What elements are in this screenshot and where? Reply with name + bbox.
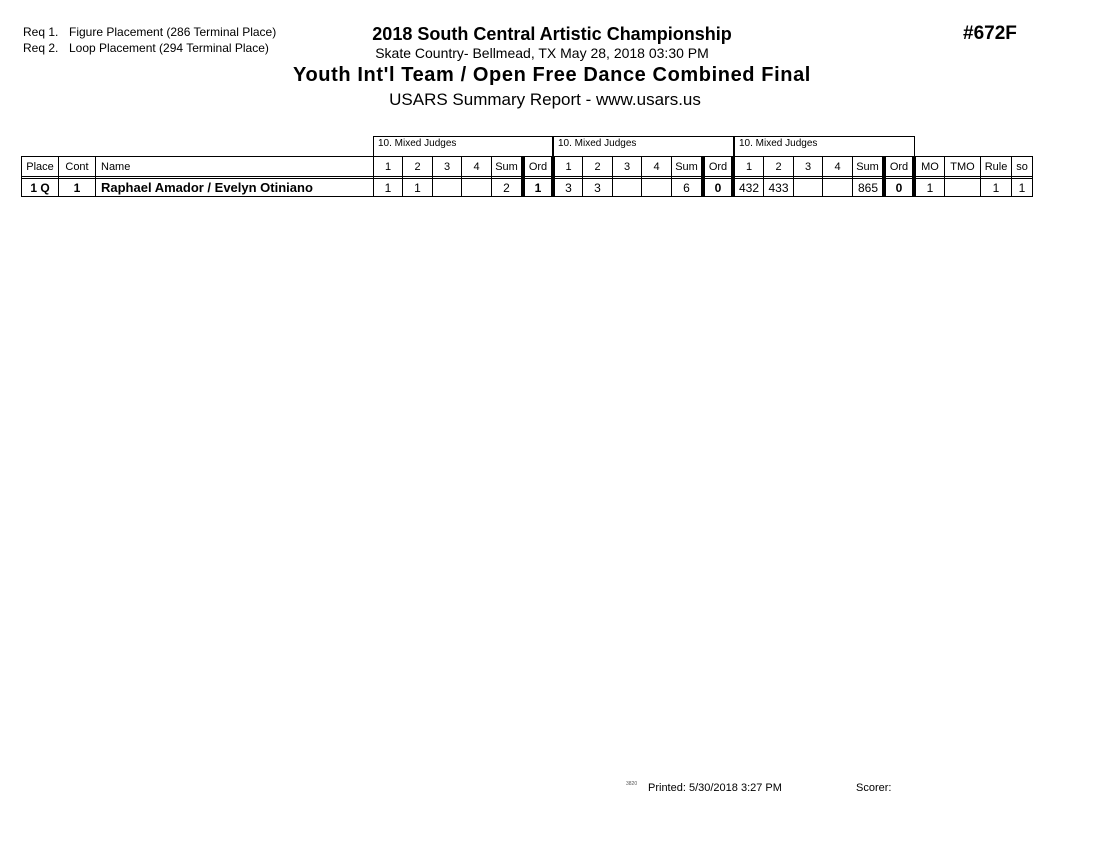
- report-name: USARS Summary Report - www.usars.us: [389, 90, 701, 109]
- requirement-text: Figure Placement (286 Terminal Place): [69, 25, 277, 39]
- col-header-g3-sum: Sum: [856, 161, 879, 173]
- col-header-g1-judge3: 3: [443, 161, 451, 173]
- col-header-g1-ord: Ord: [528, 161, 548, 173]
- cell-g2-judge3: [613, 179, 641, 197]
- cell-g2-judge4: [642, 179, 671, 197]
- col-header-cont: Cont: [65, 161, 89, 173]
- cell-g1-sum: 2: [503, 181, 510, 195]
- cell-g2-judge2: 3: [594, 181, 601, 195]
- cell-g2-ord: 0: [714, 181, 722, 195]
- cell-g3-judge3: [794, 179, 822, 197]
- event-title: Youth Int'l Team / Open Free Dance Combined Final: [293, 64, 811, 86]
- cell-g3-judge2: 433: [768, 181, 789, 195]
- cell-g1-judge1: 1: [384, 181, 392, 195]
- cell-rule: 1: [992, 181, 1000, 195]
- printed-timestamp: Printed: 5/30/2018 3:27 PM: [648, 782, 782, 794]
- col-header-g2-judge1: 1: [565, 161, 572, 173]
- cell-mo: 1: [926, 181, 934, 195]
- col-header-g1-sum: Sum: [495, 161, 518, 173]
- col-header-g1-judge2: 2: [414, 161, 421, 173]
- cell-so: 1: [1018, 181, 1026, 195]
- cell-g1-ord: 1: [534, 181, 542, 195]
- cell-g3-judge4: [823, 179, 852, 197]
- col-header-g3-judge1: 1: [745, 161, 753, 173]
- scorer-label: Scorer:: [856, 782, 892, 794]
- col-header-g1-judge1: 1: [384, 161, 392, 173]
- requirement-number: Req 1.: [23, 25, 59, 39]
- group-header-3: 10. Mixed Judges: [734, 136, 915, 156]
- cell-tmo: [945, 179, 980, 197]
- group-header-1: 10. Mixed Judges: [373, 136, 553, 156]
- col-header-mo: MO: [921, 161, 939, 173]
- col-header-g3-judge3: 3: [804, 161, 812, 173]
- col-header-g3-judge2: 2: [775, 161, 782, 173]
- cell-place: 1 Q: [30, 181, 50, 195]
- cell-g3-sum: 865: [857, 181, 878, 195]
- col-header-g3-ord: Ord: [889, 161, 909, 173]
- venue-date: Skate Country- Bellmead, TX May 28, 2018 03:30 PM: [375, 45, 709, 61]
- cell-name: Raphael Amador / Evelyn Otiniano: [101, 180, 313, 195]
- col-header-place: Place: [26, 161, 54, 173]
- col-header-g2-ord: Ord: [708, 161, 728, 173]
- col-header-tmo: TMO: [950, 161, 975, 173]
- col-header-g2-judge2: 2: [594, 161, 601, 173]
- requirement-2: [23, 41, 269, 55]
- col-header-g1-judge4: 4: [473, 161, 480, 173]
- col-header-name: Name: [101, 161, 131, 173]
- cell-g2-sum: 6: [683, 181, 690, 195]
- requirement-number: Req 2.: [23, 41, 59, 55]
- cell-g3-judge1: 432: [738, 181, 760, 195]
- col-header-so: so: [1016, 161, 1028, 173]
- col-header-g2-sum: Sum: [675, 161, 698, 173]
- col-header-rule: Rule: [984, 161, 1008, 173]
- requirement-1: [23, 25, 276, 39]
- col-header-g3-judge4: 4: [834, 161, 841, 173]
- cell-cont: 1: [73, 181, 81, 195]
- cell-g1-judge2: 1: [414, 181, 421, 195]
- cell-g2-judge1: 3: [565, 181, 572, 195]
- cell-g1-judge4: [462, 179, 491, 197]
- col-header-g2-judge3: 3: [623, 161, 631, 173]
- col-header-g2-judge4: 4: [653, 161, 660, 173]
- cell-g3-ord: 0: [895, 181, 903, 195]
- event-number: #672F: [963, 23, 1017, 44]
- group-header-2: 10. Mixed Judges: [553, 136, 734, 156]
- requirement-text: Loop Placement (294 Terminal Place): [69, 41, 269, 55]
- report-code: 3820: [626, 781, 638, 787]
- cell-g1-judge3: [433, 179, 461, 197]
- championship-title: 2018 South Central Artistic Championship: [372, 24, 732, 44]
- grid-line: [1032, 157, 1033, 197]
